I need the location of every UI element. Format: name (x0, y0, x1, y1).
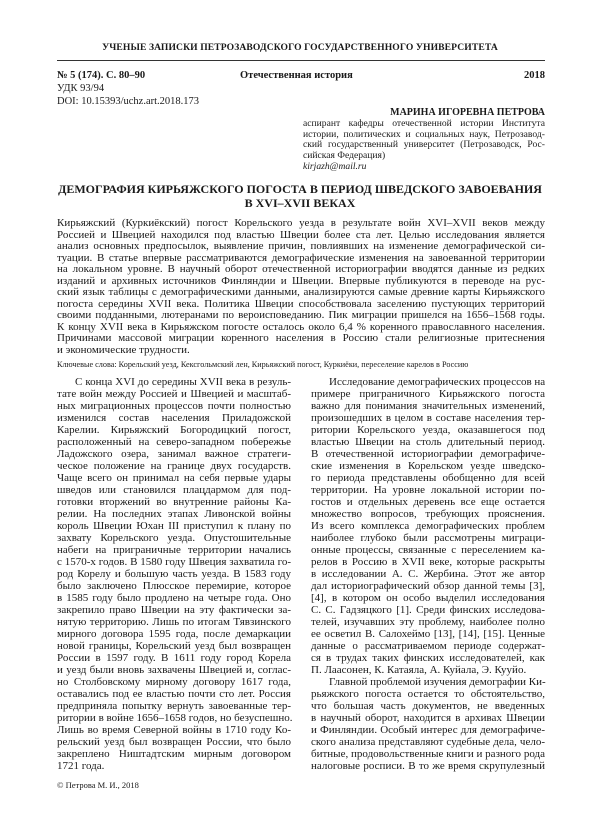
text-line: ных миграционных процессов почти полностью (57, 400, 291, 412)
text-line: Карелии. Кирьяжский Богородицкий погост, (57, 424, 291, 436)
text-line: ского анализа представляют судебные дела, чело- (311, 736, 545, 748)
text-line: онные процессы, связанные с переселением ка- (311, 544, 545, 556)
text-line: релов в Россию в XVII веке, которые раскрыты (311, 556, 545, 568)
text-line: множество вопросов, требующих прояснения. (311, 508, 545, 520)
text-line: П. Лаасонен, К. Катаяла, А. Куйала, Э. Кууйо. (311, 664, 527, 676)
text-line: и экономические трудности. (57, 343, 190, 356)
text-line: род Корелу и большую часть уезда. В 1583 году (57, 568, 291, 580)
text-line: но Столбовскому мирному договору 1617 года, (57, 676, 291, 688)
text-line: закреплено Ништадтским мирным договором (57, 748, 291, 760)
abstract (57, 218, 545, 356)
author-affiliation (303, 119, 545, 162)
text-line: 1721 года. (57, 760, 105, 772)
text-line: на локальном уровне. В научный оборот отечественной историографии вводятся данные из редких (57, 263, 545, 275)
text-line: предприняла попытку вернуть завоеванные тер- (57, 700, 291, 712)
text-line: новой границы, Корельский уезд был возвращен (57, 640, 291, 652)
text-line: в научный оборот, находится в архивах Швеции (311, 712, 545, 724)
text-line: России в 1597 году. В 1611 году город Корела (57, 652, 291, 664)
text-line: в 1585 году было продлено на четыре года. Оно (57, 592, 291, 604)
text-line: ский язык таблицы с демографическими данными, анализируются самые древние карты Кирьяжского (57, 286, 545, 298)
text-line: рельский уезд был возвращен России, что было (57, 736, 291, 748)
text-line: К концу XVII века в Кирьяжском погосте осталось около 6,4 % коренного православного населения. (57, 320, 545, 333)
text-line: король Швеции Юхан III приступил к плану по (57, 520, 291, 532)
title-line: ДЕМОГРАФИЯ КИРЬЯЖСКОГО ПОГОСТА В ПЕРИОД ШВЕДСКОГО ЗАВОЕВАНИЯ (58, 182, 542, 196)
text-line: ческое положение на границе двух государств. (57, 460, 291, 472)
text-line: Из всего комплекса демографических проблем (311, 520, 545, 532)
affiliation-line: истории, политических и социальных наук, Петрозавод- (303, 128, 545, 140)
keywords: Ключевые слова: Корельский уезд, Кексгольмский лен, Кирьяжский погост, Куркиёки, переселение карелов в Россию (57, 360, 469, 369)
right-column (311, 376, 545, 772)
text-line: тате войн между Россией и Швецией и масштаб- (57, 388, 291, 400)
text-line: шведов или становился плацдармом для под- (57, 484, 291, 496)
affiliation-line: ский государственный университет (Петрозаводск, Рос- (303, 139, 545, 151)
text-line: ее осветил В. Салохеймо [13], [14], [15]. Ценные (311, 628, 545, 640)
title-line: В XVI–XVII ВЕКАХ (244, 196, 356, 210)
text-line: данные о рассматриваемом периоде содержат- (311, 640, 545, 652)
text-line: закрепило право Швеции на эту фактически за- (57, 604, 291, 616)
text-line: налоговые росписи. В то же время скрупулезный (311, 760, 545, 772)
journal-title: УЧЕНЫЕ ЗАПИСКИ ПЕТРОЗАВОДСКОГО ГОСУДАРСТВЕННОГО УНИВЕРСИТЕТА (102, 42, 498, 53)
text-line: Главной проблемой изучения демографии Ки- (329, 676, 546, 688)
text-line: мирного договора 1595 года, после демаркации (57, 628, 291, 640)
text-line: наиболее глубоко были рассмотрены миграци- (311, 532, 545, 544)
text-line: релии. На последних этапах Ливонской войны (57, 508, 291, 520)
text-line: телей, изучавших эту проблему, наиболее полно (311, 616, 545, 628)
text-line: ритории Корельского уезда, оказавшегося под (311, 424, 545, 436)
text-line: ся в трудах таких финских исследователей, как (311, 652, 545, 664)
text-line: туации. В статье впервые рассматриваются демографические изменения на завоеванной территории (57, 251, 545, 264)
text-line: готовки вторжений во внутренние районы Ка- (57, 496, 291, 508)
text-line: Кирьяжский (Куркиёкский) погост Корельского уезда в результате войн XVI–XVII веков между (57, 217, 545, 229)
text-line: набеги на приграничные территории начались (57, 544, 291, 556)
text-line: захвату Корельского уезда. Опустошительные (57, 532, 291, 544)
text-line: оставались под ее властью почти сто лет. Россия (57, 688, 291, 700)
text-line: ритории в войне 1656–1658 годов, но безуспешно. (57, 712, 293, 724)
issue-info: № 5 (174). С. 80–90 (57, 70, 146, 81)
text-line: Россией и Швецией находился под властью Швеции более ста лет. Целью исследования является (57, 228, 545, 241)
text-line: с 1570-х годов. В 1580 году Швеция захватила го- (57, 556, 291, 568)
left-column (57, 376, 291, 772)
text-line: Исследование демографических процессов на (329, 376, 546, 388)
text-line: С. С. Гадзяцкого [1]. Среди финских исследова- (311, 604, 545, 616)
text-line: Лишь во время Северной войны в 1710 году Ко- (57, 724, 291, 736)
article-title (0, 182, 600, 210)
text-line: В отечественной историографии демографиче- (311, 448, 545, 460)
section-name: Отечественная история (240, 70, 353, 81)
text-line: Чаще всего он принимал на себя первые удары (57, 472, 291, 484)
copyright: © Петрова М. И., 2018 (57, 780, 139, 790)
text-line: Ладожского озера, занимал важное стратеги- (57, 448, 291, 460)
text-line: произошедших в целом в составе населения тер- (311, 412, 545, 424)
text-line: Причинами массовой миграции коренного населения в Россию стали религиозные притеснения (57, 332, 545, 344)
text-line: дал историографический обзор данной темы [3], (311, 580, 545, 592)
text-line: рьяжского погоста остается то обстоятельство, (311, 688, 545, 700)
affiliation-line: сийская Федерация) (303, 150, 386, 162)
text-line: властью Швеции на столь длительный период. (311, 436, 545, 448)
text-line: было заключено Плюсское перемирие, которое (57, 580, 291, 592)
text-line: изданий и архивных источников Финляндии и Швеции. Впервые публикуются в переводе на рус- (57, 274, 545, 287)
text-line: го периода представлены обобщенно для всей (311, 472, 545, 484)
text-line: ские изменения в Корельском уезде шведско- (311, 460, 545, 472)
text-line: нятую территорию. Лишь по итогам Тявзинского (57, 616, 291, 628)
text-line: и уезд были вновь захвачены Швецией и, соглас- (57, 664, 291, 676)
text-line: анализ основных предпосылок, выявление причин, повлиявших на изменение демографической си- (57, 240, 545, 252)
text-line: и Финляндии. Особый интерес для демографиче- (311, 724, 545, 736)
text-line: важно для понимания значительных изменений, (311, 400, 545, 412)
text-line: примере приграничного Кирьяжского погоста (311, 388, 545, 400)
text-line: своими подданными, лютеранами по вероисповеданию. Пик миграции пришелся на 1656–1568 годы. (57, 309, 545, 321)
author-email[interactable]: kirjazh@mail.ru (303, 160, 367, 172)
text-line: расположенный на северо-западном побережье (57, 436, 291, 448)
text-line: гостов и отдельных деревень все еще остается (311, 496, 545, 508)
text-line: С конца XVI до середины XVII века в резуль- (75, 376, 291, 388)
text-line: что большая часть документов, не введенных (311, 700, 545, 712)
author-block (303, 108, 545, 173)
text-line: в исследовании А. С. Жербина. Этот же автор (311, 568, 545, 580)
year: 2018 (524, 70, 545, 81)
text-line: [4], в котором он особо выделил исследования (311, 592, 545, 604)
author-name: МАРИНА ИГОРЕВНА ПЕТРОВА (390, 107, 545, 118)
doi: DOI: 10.15393/uchz.art.2018.173 (57, 96, 200, 107)
udk-code: УДК 93/94 (57, 83, 105, 94)
text-line: изменился состав населения Приладожской (57, 412, 291, 424)
text-line: территории. На уровне локальной истории по- (311, 484, 545, 496)
text-line: погоста середины XVII века. Политика Швеции способствовала заселению пустующих территорий (57, 297, 545, 310)
text-line: битные, продовольственные книги и разного рода (311, 748, 545, 760)
header-divider (57, 60, 545, 61)
affiliation-line: аспирант кафедры отечественной истории Института (303, 117, 545, 129)
